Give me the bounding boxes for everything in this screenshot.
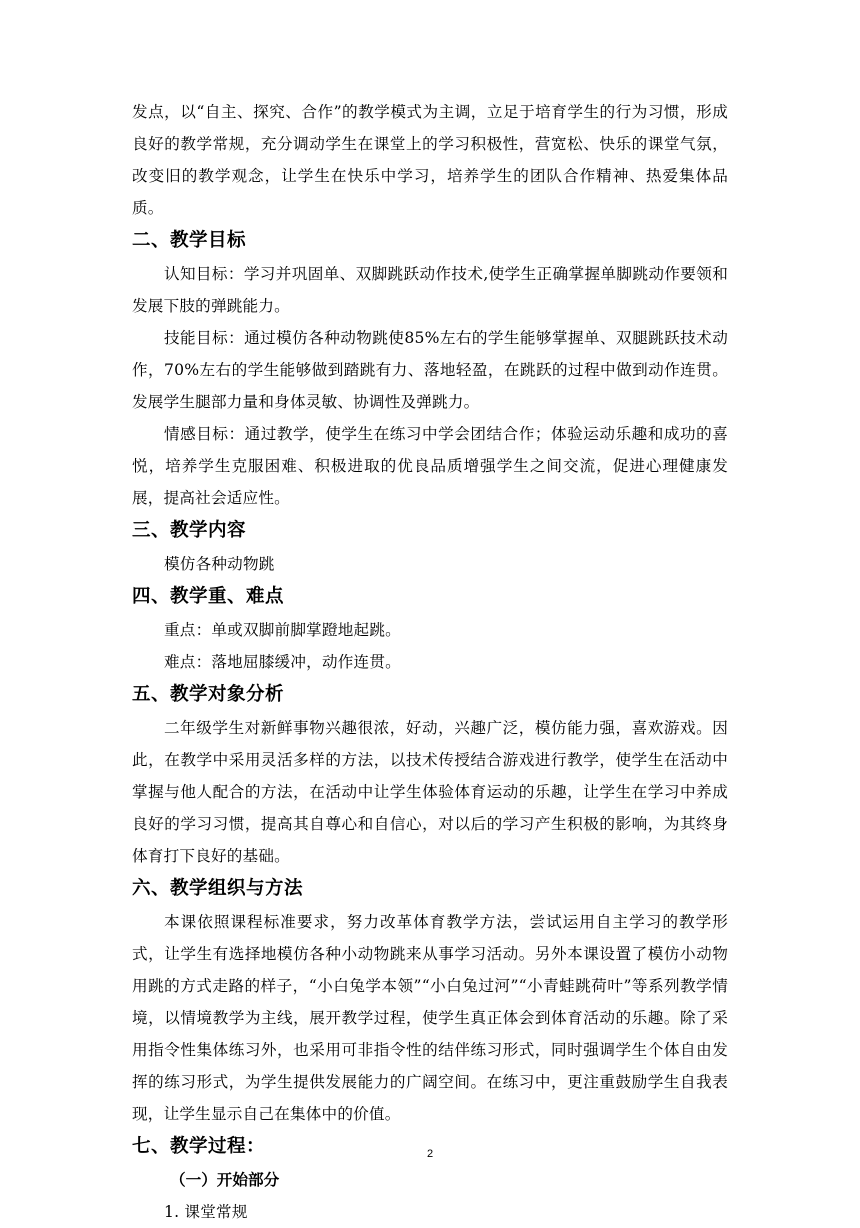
section-heading: 三、教学内容 xyxy=(132,520,247,541)
section-teaching-content xyxy=(132,514,728,580)
list-item: 1. 课堂常规 xyxy=(164,1203,248,1221)
methods-paragraph: 本课依照课程标准要求，努力改革体育教学方法，尝试运用自主学习的教学形式，让学生有选择地模仿各种小动物跳来从事学习活动。另外本课设置了模仿小动物用跳的方式走路的样子，“小白兔学本领”“小白兔过河”“小青蛙跳荷叶”等系列教学情境，以情境教学为主线，展开教学过程，使学生真正体会到体育活动的乐趣。除了采用指令性集体练习外，也采用可非指令性的结伴练习形式，同时强调学生个体自由发挥的练习形式，为学生提供发展能力的广阔空间。在练习中，更注重鼓励学生自我表现，让学生显示自己在集体中的价值。 xyxy=(132,913,728,1123)
section-teaching-process xyxy=(132,1130,728,1228)
subsection-heading: （一）开始部分 xyxy=(170,1171,280,1189)
content-paragraph: 模仿各种动物跳 xyxy=(164,555,275,573)
section-organization-methods xyxy=(132,872,728,1130)
section-heading: 七、教学过程： xyxy=(132,1136,266,1157)
section-heading: 二、教学目标 xyxy=(132,230,247,251)
cognitive-objective-paragraph: 认知目标：学习并巩固单、双脚跳跃动作技术,使学生正确掌握单脚跳动作要领和发展下肢的弹跳能力。 xyxy=(132,265,728,315)
page-number: 2 xyxy=(426,1148,434,1160)
document-body xyxy=(132,96,728,1228)
section-heading: 四、教学重、难点 xyxy=(132,586,285,607)
section-key-difficult-points xyxy=(132,580,728,678)
intro-paragraph: 发点，以“自主、探究、合作”的教学模式为主调，立足于培育学生的行为习惯，形成良好的教学常规，充分调动学生在课堂上的学习积极性，营宽松、快乐的课堂气氛，改变旧的教学观念，让学生在快乐中学习，培养学生的团队合作精神、热爱集体品质。 xyxy=(132,103,728,217)
section-student-analysis xyxy=(132,678,728,872)
skill-objective-paragraph: 技能目标：通过模仿各种动物跳使85%左右的学生能够掌握单、双腿跳跃技术动作，70%左右的学生能够做到踏跳有力、落地轻盈，在跳跃的过程中做到动作连贯。发展学生腿部力量和身体灵敏、协调性及弹跳力。 xyxy=(132,329,728,411)
section-heading: 五、教学对象分析 xyxy=(132,684,285,705)
emotional-objective-paragraph: 情感目标：通过教学，使学生在练习中学会团结合作；体验运动乐趣和成功的喜悦，培养学生克服困难、积极进取的优良品质增强学生之间交流，促进心理健康发展，提高社会适应性。 xyxy=(132,425,728,507)
student-analysis-paragraph: 二年级学生对新鲜事物兴趣很浓，好动，兴趣广泛，模仿能力强，喜欢游戏。因此，在教学中采用灵活多样的方法，以技术传授结合游戏进行教学，使学生在活动中掌握与他人配合的方法，在活动中让学生体验体育运动的乐趣，让学生在学习中养成良好的学习习惯，提高其自尊心和自信心，对以后的学习产生积极的影响，为其终身体育打下良好的基础。 xyxy=(132,719,728,865)
key-point-paragraph: 重点：单或双脚前脚掌蹬地起跳。 xyxy=(164,621,401,639)
section-heading: 六、教学组织与方法 xyxy=(132,878,304,899)
section-teaching-objectives xyxy=(132,224,728,514)
difficult-point-paragraph: 难点：落地屈膝缓冲，动作连贯。 xyxy=(164,653,401,671)
